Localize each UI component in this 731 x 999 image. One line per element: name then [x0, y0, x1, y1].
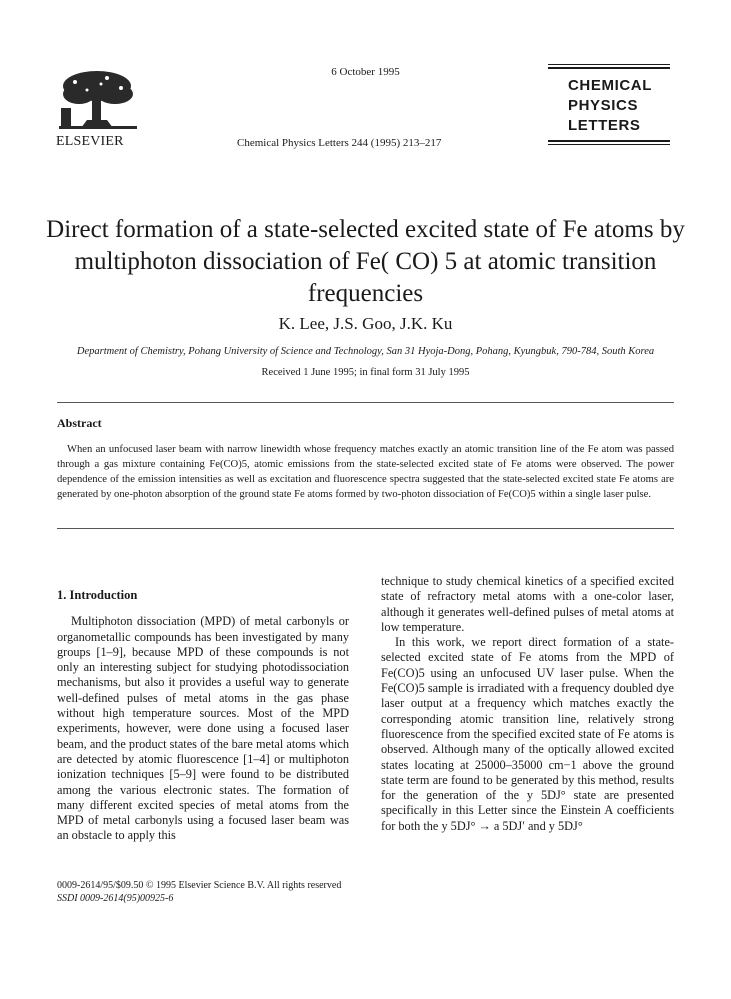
- paragraph: technique to study chemical kinetics of a specified excited state of refractory metal atoms with a one-color laser, although it generates well-defined pulses of metal atoms at low temperature.: [381, 574, 674, 634]
- journal-name-line: CHEMICAL: [568, 77, 652, 94]
- received-dates: Received 1 June 1995; in final form 31 July 1995: [261, 367, 470, 378]
- body-column-right: [381, 574, 674, 834]
- publisher-name: ELSEVIER: [56, 134, 124, 149]
- author-list: K. Lee, J.S. Goo, J.K. Ku: [278, 314, 453, 333]
- divider: [57, 402, 674, 403]
- copyright-line: 0009-2614/95/$09.50 © 1995 Elsevier Science B.V. All rights reserved: [57, 880, 342, 891]
- journal-name-line: LETTERS: [568, 117, 641, 134]
- journal-masthead: [548, 64, 670, 146]
- article-title: Direct formation of a state-selected excited state of Fe atoms by multiphoton dissociation of Fe( CO) 5 at atomic transition frequencies: [46, 216, 685, 307]
- author-affiliation: Department of Chemistry, Pohang University of Science and Technology, San 31 Hyoja-Dong, Pohang, Kyungbuk, 790-784, South Korea: [76, 346, 655, 357]
- journal-citation: Chemical Physics Letters 244 (1995) 213–217: [237, 137, 442, 149]
- copyright-footer: [57, 879, 341, 905]
- ssdi-line: SSDI 0009-2614(95)00925-6: [57, 893, 174, 904]
- section-heading: 1. Introduction: [57, 588, 138, 602]
- abstract-heading: Abstract: [57, 416, 102, 430]
- journal-name-line: PHYSICS: [568, 97, 639, 114]
- body-column-left: [57, 588, 349, 844]
- divider: [57, 528, 674, 529]
- paragraph: Multiphoton dissociation (MPD) of metal carbonyls or organometallic compounds has been investigated by many groups [1–9], because MPD of these compounds is not only an interesting subject for studying photodissociation mechanisms, but also it provides a useful way to generate well-defined pulses of metal atoms in the gas phase without high temperature sources. Most of the MPD experiments, however, were done using a focused laser beam, and the product states of the bare metal atoms which are detected by atomic fluorescence [1–4] or multiphoton ionization techniques [5–9] were found to be distributed among the various electronic states. The formation of many different excited species of metal atoms from the MPD of metal carbonyls using a focused laser beam was an obstacle to apply this: [57, 614, 349, 843]
- paragraph: In this work, we report direct formation of a state-selected excited state of Fe atoms from the MPD of Fe(CO)5 using an unfocused UV laser pulse. When the Fe(CO)5 sample is irradiated with a frequency doubled dye laser output at a frequency which matches exactly the corresponding atomic transition line, relatively strong fluorescence from the specified excited state of Fe atoms is observed. Although many of the optically allowed excited states locating at 25000–35000 cm−1 above the ground state term are found to be generated by this method, results for the generation of the y 5DJ° state are presented specifically in this Letter since the Einstein A coefficients for both the y 5DJ° → a 5DJ′ and y 5DJ°: [381, 635, 674, 833]
- issue-date: 6 October 1995: [331, 66, 400, 78]
- abstract-text: When an unfocused laser beam with narrow linewidth whose frequency matches exactly an atomic transition line of the Fe atom was passed through a gas mixture containing Fe(CO)5, atomic emissions from the state-selected excited state of Fe atoms were observed. The power dependence of the emission intensities as well as excitation and fluorescence spectra suggested that the state-selected excited state Fe atoms are generated by one-photon absorption of the ground state Fe atoms formed by two-photon dissociation of Fe(CO)5 within a single laser pulse.: [57, 444, 674, 500]
